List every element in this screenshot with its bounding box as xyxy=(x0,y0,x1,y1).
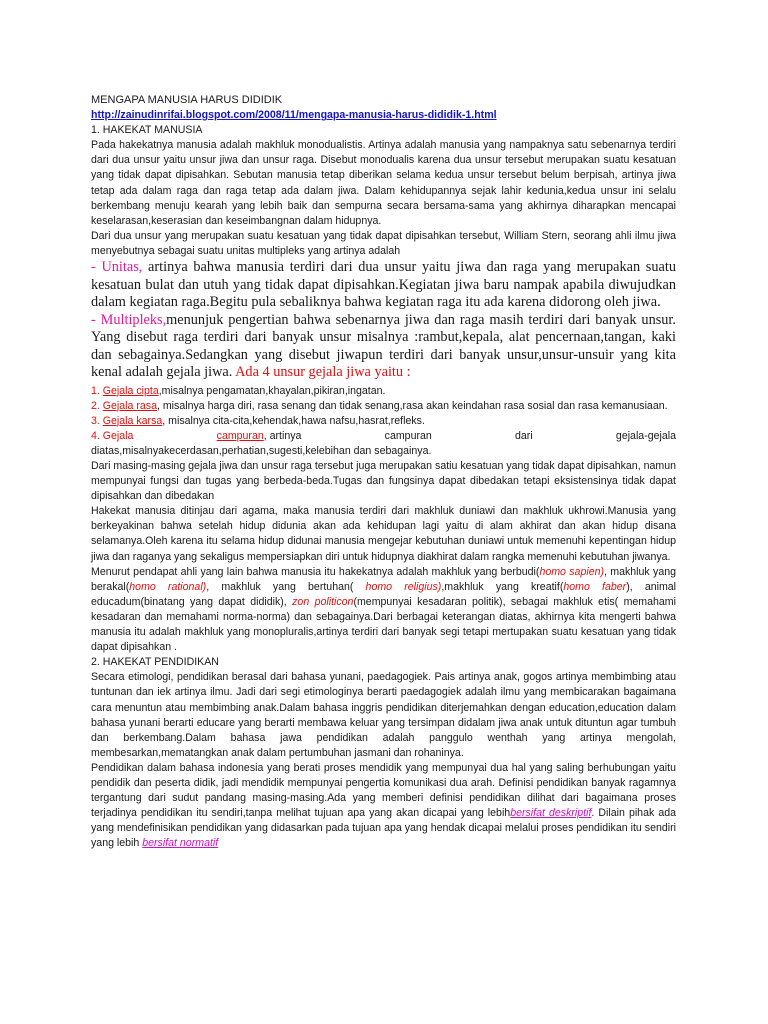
heading-hakekat-manusia: 1. HAKEKAT MANUSIA xyxy=(91,124,203,137)
term-gejala-cipta: Gejala cipta xyxy=(102,384,159,397)
term-homo-sapien: homo sapien) xyxy=(539,565,605,578)
list-item-4-line2: diatas,misalnyakecerdasan,perhatian,sugesti,kelebihan dan sebagainya. xyxy=(91,444,432,457)
doc-title: MENGAPA MANUSIA HARUS DIDIDIK xyxy=(91,94,283,106)
unsur-gejala-intro: Ada 4 unsur gejala jiwa yaitu : xyxy=(232,364,411,381)
term-gejala-campuran: campuran xyxy=(216,429,264,442)
paragraph-etimologi: Secara etimologi, pendidikan berasal dari bahasa yunani, paedagogiek. Pais artinya anak, gogos artinya membimbing atau tuntunan dan iek artinya ilmu. Jadi dari segi etimologinya berarti paedagogiek adalah ilmu yang membicarakan bagaimana cara menuntun atau membimbing anak.Dalam bahasa inggris pendidikan diterjemahkan dengan education,education dalam bahasa yunani berarti educare yang berarti membawa keluar yang tersimpan didalam jiwa anak untuk dituntun agar tumbuh dan berkembang.Dalam bahasa jawa pendidikan adalah panggulo wenthah yang artinya mengolah, membesarkan,mematangkan anak dalam pertumbuhan jasmani dan rohaninya. xyxy=(91,671,676,759)
term-zon-politicon: zon politicon xyxy=(292,595,354,608)
paragraph-ahli: Menurut pendapat ahli yang lain bahwa manusia itu hakekatnya adalah makhluk yang berbudi(homo sapien), makhluk yang berakal(homo rational), makhluk yang bertuhan( homo religius),makhluk yang kreatif(homo faber), animal educadum(binatang yang dapat dididik), zon politicon(mempunyai kesadaran politik), sebagai makhluk etis( memahami kesadaran dan memahami norma-norma) dan sebagainya.Dari berbagai keterangan diatas, akhirnya kita mengerti bahwa manusia itu adalah makhluk yang monopluralis,artinya terdiri dari banyak segi tetapi mertupakan suatu kesatuan yang tidak dapat dipisahkan . xyxy=(91,565,677,654)
list-item: 1. Gejala cipta,misalnya pengamatan,khayalan,pikiran,ingatan. xyxy=(91,384,386,397)
paragraph-monodualistis: Pada hakekatnya manusia adalah makhluk monodualistis. Artinya adalah manusia yang nampaknya satu sebenarnya terdiri dari dua unsur yaitu unsur jiwa dan unsur raga. Disebut monodualis karena dua unsur tersebut merupakan suatu kesatuan yang tidak dapat dipisahkan. Sebutan manusia tetap diberikan selama kedua unsur tersebut belum berpisah, artinya jiwa tetap ada dalam raga dan raga tetap ada dalam jiwa. Dalam kehidupannya sejak lahir kedunia,kedua unsur ini selalu berkembang menuju kearah yang lebih baik dan sempurna secara bersama-sama yang akhirnya diharapkan mencapai keselarasan,keserasian dan keseimbangnan dalam hidupnya. xyxy=(91,139,676,227)
paragraph-multipleks: - Multipleks,menunjuk pengertian bahwa sebenarnya jiwa dan raga masih terdiri dari banyak unsur. Yang disebut raga terdiri dari banyak unsur misalnya :rambut,kepala, alat pencernaan,tangan, kaki dan sebagainya.Sedangkan yang disebut jiwapun terdiri dari banyak unsur,unsur-unsuir yang kita kenal adalah gejala jiwa. Ada 4 unsur gejala jiwa yaitu : xyxy=(91,311,676,381)
term-gejala-karsa: Gejala karsa xyxy=(102,414,163,427)
list-item: 3. Gejala karsa, misalnya cita-cita,kehendak,hawa nafsu,hasrat,refleks. xyxy=(91,414,425,427)
term-gejala-rasa: Gejala rasa xyxy=(102,399,157,412)
term-homo-religius: homo religius) xyxy=(353,580,442,593)
term-homo-faber: homo faber xyxy=(563,580,627,593)
source-link[interactable]: http://zainudinrifai.blogspot.com/2008/11/mengapa-manusia-harus-dididik-1.html xyxy=(91,109,497,122)
multipleks-label: - Multipleks, xyxy=(91,311,167,328)
paragraph-agama: Hakekat manusia ditinjau dari agama, maka manusia terdiri dari makhluk duniawi dan makhluk ukhrowi.Manusia yang berkeyakinan bahwa setelah hidup didunia akan ada kehidupan lagi yaitu di alam akhirat dan akan hidup disana selamanya.Oleh karena itu selama hidup didunai manusia mengejar kebutuhan duniawi untuk memenuhi kepentingan hidup jiwa dan raganya yang sekaligus mempersiapkan diri untuk hidupnya diakhirat dalam rangka memenuhi kebutuhan jiwanya. xyxy=(91,505,676,563)
paragraph-pendidikan-indonesia: Pendidikan dalam bahasa indonesia yang berati proses mendidik yang mempunyai dua hal yang saling berhubungan yaitu pendidik dan peserta didik, jadi mendidik mempunyai pengertia komunikasi dua arah. Definisi pendidikan banyak ragamnya tergantung dari sudut pandang masing-masing.Ada yang memberi definisi pendidikan dilihat dari bagaimana proses terjadinya pendidikan itu sendiri,tanpa melihat tujuan apa yang akan dicapai yang lebihbersifat deskriptif. Dilain pihak ada yang mendefinisikan pendidikan yang didasarkan pada tujuan apa yang hendak dicapai melalui proses pendidikan itu sendiri yang lebih bersifat normatif xyxy=(91,761,676,850)
list-item: 2. Gejala rasa, misalnya harga diri, rasa senang dan tidak senang,rasa akan keindahan rasa sosial dan rasa kemanusiaan. xyxy=(91,399,668,412)
heading-hakekat-pendidikan: 2. HAKEKAT PENDIDIKAN xyxy=(91,656,219,669)
paragraph-kesatuan: Dari masing-masing gejala jiwa dan unsur raga tersebut juga merupakan satiu kesatuan yang tidak dapat dipisahkan, namun mempunyai fungsi dan tugas yang berbeda-beda.Tugas dan fungsinya dapat dibedakan tetapi eksistensinya tidak dapat dipisahkan dan dibedakan xyxy=(91,460,676,503)
term-homo-rational: homo rational) xyxy=(129,580,207,593)
list-item-4-line1: 4. Gejala campuran, artinya campuran dari gejala-gejala xyxy=(91,429,676,442)
unitas-label: - Unitas, xyxy=(91,259,143,276)
term-bersifat-deskriptif: bersifat deskriptif xyxy=(510,807,592,820)
paragraph-unitas: - Unitas, artinya bahwa manusia terdiri dari dua unsur yaitu jiwa dan raga yang merupakan suatu kesatuan bulat dan utuh yang tidak dapat dipisahkan.Kegiatan jiwa baru nampak apabila diwujudkan dalam kegiatan raga.Begitu pula sebaliknya bahwa kegiatan raga itu ada karena didorong oleh jiwa. xyxy=(91,259,676,311)
paragraph-william-stern: Dari dua unsur yang merupakan suatu kesatuan yang tidak dapat dipisahkan tersebut, William Stern, seorang ahli ilmu jiwa menyebutnya sebagai suatu unitas multipleks yang artinya adalah xyxy=(91,229,676,257)
document-body xyxy=(91,93,676,851)
term-bersifat-normatif: bersifat normatif xyxy=(142,837,219,850)
